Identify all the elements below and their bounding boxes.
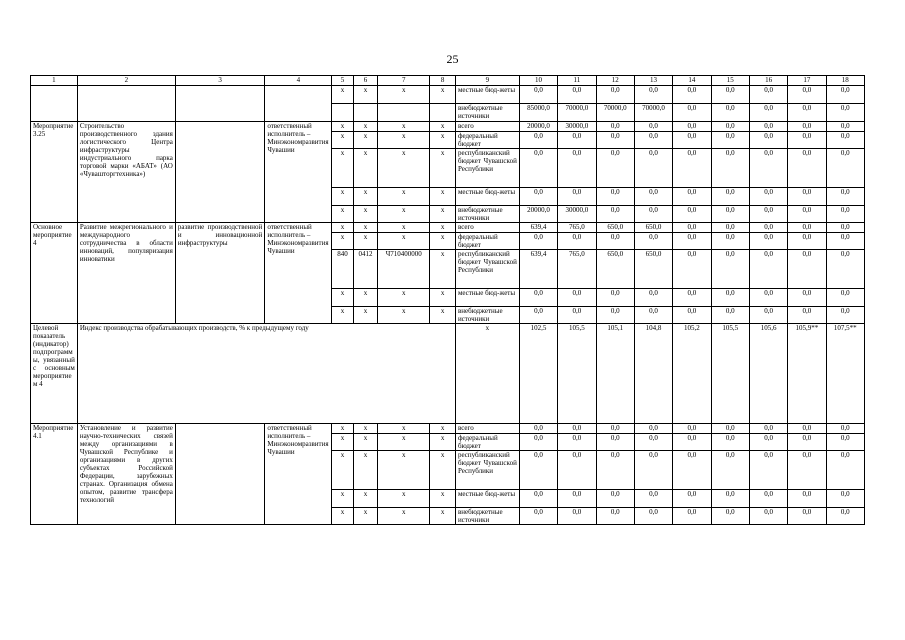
value-cell: 70000,0 [634, 104, 672, 122]
value-cell: 0,0 [711, 490, 749, 508]
value-cell: 0,0 [634, 508, 672, 525]
value-cell: 0,0 [634, 434, 672, 451]
value-cell: 0,0 [749, 490, 787, 508]
funding-source: республиканский бюджет Чувашской Республики [455, 250, 519, 289]
column-header: 10 [519, 76, 557, 86]
responsible-executor: ответственный исполнитель – Минэкономразвития Чувашии [265, 223, 332, 324]
value-cell: 0,0 [788, 508, 826, 525]
page-number: 25 [446, 52, 459, 66]
value-cell: 0,0 [711, 104, 749, 122]
value-cell: 0,0 [558, 490, 596, 508]
budget-code-rzpr: х [353, 188, 377, 206]
funding-source: внебюджетные источники [455, 307, 519, 324]
activity-label: Основное мероприятие 4 [31, 223, 78, 324]
value-cell: 0,0 [673, 451, 711, 490]
value-cell: 0,0 [558, 508, 596, 525]
budget-code-vr [430, 104, 456, 122]
value-cell: 0,0 [788, 86, 826, 104]
value-cell: 0,0 [711, 434, 749, 451]
funding-source: внебюджетные источники [455, 104, 519, 122]
budget-code-grbs: х [332, 434, 353, 451]
budget-code-csr: х [378, 434, 430, 451]
value-cell: 0,0 [749, 508, 787, 525]
activity-name [77, 86, 175, 122]
budget-code-grbs: х [332, 233, 353, 250]
value-cell: 765,0 [558, 223, 596, 233]
value-cell: 0,0 [596, 434, 634, 451]
value-cell: 0,0 [826, 223, 864, 233]
value-cell: 0,0 [749, 451, 787, 490]
budget-code-vr: х [430, 490, 456, 508]
activity-name: Установление и развитие научно-технических связей между организациями в Чувашской Республике и организациями в других субъектах Российской Федерации, зарубежных странах. Организация обмена опытом, развитие трансфера технологий [77, 424, 175, 525]
value-cell: 0,0 [673, 434, 711, 451]
column-header: 1 [31, 76, 78, 86]
value-cell: 0,0 [596, 149, 634, 188]
budget-code-grbs: х [332, 307, 353, 324]
budget-code-rzpr: х [353, 149, 377, 188]
value-cell: 0,0 [519, 508, 557, 525]
table-row [31, 424, 865, 434]
value-cell: 650,0 [634, 250, 672, 289]
budget-code-vr: х [430, 206, 456, 223]
column-header: 2 [77, 76, 175, 86]
budget-code-csr: х [378, 122, 430, 132]
funding-source: федеральный бюджет [455, 434, 519, 451]
value-cell: 0,0 [558, 307, 596, 324]
value-cell: 0,0 [673, 424, 711, 434]
value-cell: 0,0 [711, 223, 749, 233]
funding-source: федеральный бюджет [455, 132, 519, 149]
value-cell: 0,0 [634, 149, 672, 188]
indicator-value: 105,5 [558, 324, 596, 424]
indicator-value: 105,9** [788, 324, 826, 424]
value-cell: 0,0 [673, 508, 711, 525]
responsible-executor: ответственный исполнитель – Минэкономразвития Чувашии [265, 122, 332, 223]
value-cell: 0,0 [749, 307, 787, 324]
budget-code-csr: х [378, 490, 430, 508]
value-cell: 0,0 [826, 289, 864, 307]
value-cell: 0,0 [673, 104, 711, 122]
value-cell: 0,0 [711, 188, 749, 206]
value-cell: 0,0 [711, 233, 749, 250]
value-cell: 0,0 [826, 307, 864, 324]
budget-code-rzpr: х [353, 122, 377, 132]
funding-source: местные бюд-жеты [455, 188, 519, 206]
indicator-value: 107,5** [826, 324, 864, 424]
indicator-value: 105,6 [749, 324, 787, 424]
funding-source: местные бюд-жеты [455, 86, 519, 104]
activity-goal [175, 424, 264, 525]
activity-name: Строительство производственного здания логистического Центра инфраструктуры индустриального парка торговой марки «АБАТ» (АО «Чувашторгтехника») [77, 122, 175, 223]
value-cell: 0,0 [749, 149, 787, 188]
value-cell: 0,0 [596, 451, 634, 490]
value-cell: 0,0 [711, 86, 749, 104]
value-cell: 0,0 [711, 122, 749, 132]
indicator-value: 102,5 [519, 324, 557, 424]
value-cell: 0,0 [826, 206, 864, 223]
budget-code-grbs: х [332, 188, 353, 206]
value-cell: 0,0 [634, 86, 672, 104]
value-cell: 0,0 [826, 233, 864, 250]
value-cell: 85000,0 [519, 104, 557, 122]
value-cell: 0,0 [711, 132, 749, 149]
value-cell: 0,0 [711, 307, 749, 324]
value-cell: 0,0 [596, 233, 634, 250]
value-cell: 0,0 [634, 451, 672, 490]
value-cell: 0,0 [749, 86, 787, 104]
budget-code-grbs: х [332, 508, 353, 525]
value-cell: 0,0 [826, 149, 864, 188]
value-cell: 0,0 [673, 490, 711, 508]
budget-code-vr: х [430, 289, 456, 307]
value-cell: 0,0 [673, 307, 711, 324]
funding-source: республиканский бюджет Чувашской Республики [455, 451, 519, 490]
value-cell: 0,0 [634, 490, 672, 508]
value-cell: 0,0 [558, 188, 596, 206]
indicator-value: 105,2 [673, 324, 711, 424]
value-cell: 20000,0 [519, 122, 557, 132]
budget-code-rzpr: х [353, 451, 377, 490]
budget-code-grbs: х [332, 451, 353, 490]
value-cell: 0,0 [673, 149, 711, 188]
activity-goal [175, 122, 264, 223]
value-cell: 0,0 [711, 250, 749, 289]
value-cell: 0,0 [788, 289, 826, 307]
value-cell: 0,0 [788, 233, 826, 250]
value-cell: 0,0 [711, 451, 749, 490]
column-header: 15 [711, 76, 749, 86]
value-cell: 0,0 [826, 122, 864, 132]
value-cell: 0,0 [711, 289, 749, 307]
value-cell: 0,0 [788, 451, 826, 490]
value-cell: 0,0 [788, 250, 826, 289]
column-header: 8 [430, 76, 456, 86]
activity-goal: развитие производственной и инновационной инфраструктуры [175, 223, 264, 324]
value-cell: 0,0 [558, 149, 596, 188]
value-cell: 0,0 [634, 289, 672, 307]
budget-code-rzpr: х [353, 490, 377, 508]
value-cell: 0,0 [519, 451, 557, 490]
funding-source: внебюджетные источники [455, 508, 519, 525]
value-cell: 0,0 [634, 122, 672, 132]
budget-code-vr: х [430, 233, 456, 250]
value-cell: 30000,0 [558, 206, 596, 223]
value-cell: 0,0 [558, 233, 596, 250]
budget-code-vr: х [430, 250, 456, 289]
budget-code-grbs: х [332, 122, 353, 132]
funding-source: всего [455, 122, 519, 132]
budget-code-grbs [332, 104, 353, 122]
budget-code-rzpr: х [353, 289, 377, 307]
budget-code-vr: х [430, 451, 456, 490]
value-cell: 0,0 [634, 188, 672, 206]
budget-code-csr: х [378, 289, 430, 307]
funding-source: местные бюд-жеты [455, 490, 519, 508]
column-header: 6 [353, 76, 377, 86]
value-cell: 0,0 [519, 490, 557, 508]
budget-code-grbs: х [332, 206, 353, 223]
budget-code-csr: х [378, 307, 430, 324]
value-cell: 0,0 [634, 424, 672, 434]
column-header: 11 [558, 76, 596, 86]
value-cell: 0,0 [711, 508, 749, 525]
column-header: 14 [673, 76, 711, 86]
header-row [31, 76, 865, 86]
funding-source: всего [455, 223, 519, 233]
activity-label: Мероприятие 4.1 [31, 424, 78, 525]
value-cell: 639,4 [519, 250, 557, 289]
budget-code-rzpr: 0412 [353, 250, 377, 289]
value-cell: 0,0 [673, 122, 711, 132]
value-cell: 0,0 [596, 508, 634, 525]
value-cell: 0,0 [596, 490, 634, 508]
budget-table [30, 75, 865, 525]
value-cell: 0,0 [749, 122, 787, 132]
value-cell: 0,0 [634, 233, 672, 250]
value-cell: 639,4 [519, 223, 557, 233]
budget-code-grbs: х [332, 490, 353, 508]
budget-code-rzpr: х [353, 434, 377, 451]
budget-code-grbs: х [332, 223, 353, 233]
target-indicator-row [31, 324, 865, 424]
value-cell: 0,0 [673, 188, 711, 206]
column-header: 7 [378, 76, 430, 86]
budget-code-grbs: х [332, 149, 353, 188]
value-cell: 0,0 [519, 434, 557, 451]
value-cell: 0,0 [826, 508, 864, 525]
value-cell: 0,0 [596, 132, 634, 149]
budget-code-vr: х [430, 424, 456, 434]
value-cell: 0,0 [558, 86, 596, 104]
funding-source: местные бюд-жеты [455, 289, 519, 307]
value-cell: 765,0 [558, 250, 596, 289]
value-cell: 0,0 [673, 223, 711, 233]
value-cell: 0,0 [596, 188, 634, 206]
budget-code-csr: х [378, 86, 430, 104]
value-cell: 0,0 [519, 233, 557, 250]
value-cell: 0,0 [634, 206, 672, 223]
value-cell: 650,0 [596, 223, 634, 233]
value-cell: 0,0 [826, 434, 864, 451]
value-cell: 0,0 [749, 104, 787, 122]
value-cell: 0,0 [788, 122, 826, 132]
value-cell: 0,0 [749, 424, 787, 434]
value-cell: 0,0 [673, 86, 711, 104]
value-cell: 0,0 [788, 307, 826, 324]
budget-code-grbs: х [332, 86, 353, 104]
value-cell: 0,0 [596, 424, 634, 434]
column-header: 12 [596, 76, 634, 86]
budget-code-vr: х [430, 307, 456, 324]
value-cell: 0,0 [673, 250, 711, 289]
value-cell: 0,0 [558, 434, 596, 451]
responsible-executor [265, 86, 332, 122]
budget-code-csr: х [378, 451, 430, 490]
value-cell: 0,0 [749, 250, 787, 289]
indicator-label: Целевой показатель (индикатор) подпрограммы, увязанный с основным мероприятием 4 [31, 324, 78, 424]
budget-code-vr: х [430, 86, 456, 104]
budget-code-csr: х [378, 132, 430, 149]
budget-code-vr: х [430, 508, 456, 525]
budget-code-csr: х [378, 223, 430, 233]
value-cell: 0,0 [634, 132, 672, 149]
value-cell: 20000,0 [519, 206, 557, 223]
value-cell: 0,0 [826, 132, 864, 149]
activity-name: Развитие межрегионального и международного сотрудничества в области инноваций, популяризация инноватики [77, 223, 175, 324]
value-cell: 0,0 [788, 132, 826, 149]
indicator-source: х [455, 324, 519, 424]
column-header: 13 [634, 76, 672, 86]
column-header: 16 [749, 76, 787, 86]
activity-goal [175, 86, 264, 122]
budget-code-rzpr: х [353, 307, 377, 324]
budget-code-csr: х [378, 188, 430, 206]
value-cell: 0,0 [788, 188, 826, 206]
value-cell: 0,0 [596, 122, 634, 132]
budget-code-rzpr: х [353, 508, 377, 525]
value-cell: 0,0 [596, 289, 634, 307]
value-cell: 0,0 [788, 490, 826, 508]
table-row [31, 223, 865, 233]
activity-label: Мероприятие 3.25 [31, 122, 78, 223]
value-cell: 0,0 [826, 250, 864, 289]
responsible-executor: ответственный исполнитель – Минэкономразвития Чувашии [265, 424, 332, 525]
funding-source: всего [455, 424, 519, 434]
value-cell: 0,0 [788, 149, 826, 188]
budget-code-rzpr [353, 104, 377, 122]
budget-code-rzpr: х [353, 206, 377, 223]
budget-code-vr: х [430, 132, 456, 149]
column-header: 5 [332, 76, 353, 86]
budget-code-csr: х [378, 149, 430, 188]
funding-source: внебюджетные источники [455, 206, 519, 223]
value-cell: 0,0 [749, 188, 787, 206]
column-header: 3 [175, 76, 264, 86]
value-cell: 0,0 [711, 149, 749, 188]
budget-code-grbs: 840 [332, 250, 353, 289]
value-cell: 0,0 [788, 434, 826, 451]
budget-code-vr: х [430, 149, 456, 188]
value-cell: 70000,0 [558, 104, 596, 122]
value-cell: 0,0 [596, 86, 634, 104]
value-cell: 0,0 [749, 223, 787, 233]
value-cell: 0,0 [826, 188, 864, 206]
value-cell: 650,0 [596, 250, 634, 289]
budget-code-rzpr: х [353, 86, 377, 104]
value-cell: 0,0 [788, 424, 826, 434]
budget-code-csr: Ч710400000 [378, 250, 430, 289]
value-cell: 0,0 [826, 451, 864, 490]
value-cell: 0,0 [634, 307, 672, 324]
value-cell: 0,0 [749, 233, 787, 250]
column-header: 17 [788, 76, 826, 86]
column-header: 9 [455, 76, 519, 86]
budget-code-grbs: х [332, 289, 353, 307]
value-cell: 0,0 [749, 132, 787, 149]
value-cell: 0,0 [519, 86, 557, 104]
indicator-value: 105,1 [596, 324, 634, 424]
budget-code-vr: х [430, 188, 456, 206]
value-cell: 0,0 [519, 424, 557, 434]
budget-code-csr: х [378, 508, 430, 525]
budget-code-csr: х [378, 424, 430, 434]
value-cell: 0,0 [558, 289, 596, 307]
value-cell: 0,0 [711, 206, 749, 223]
value-cell: 0,0 [826, 86, 864, 104]
budget-code-rzpr: х [353, 132, 377, 149]
budget-code-grbs: х [332, 424, 353, 434]
value-cell: 0,0 [673, 206, 711, 223]
column-header: 4 [265, 76, 332, 86]
budget-code-csr: х [378, 233, 430, 250]
value-cell: 0,0 [826, 490, 864, 508]
value-cell: 0,0 [788, 104, 826, 122]
indicator-value: 105,5 [711, 324, 749, 424]
indicator-text: Индекс производства обрабатывающих производств, % к предыдущему году [77, 324, 455, 424]
funding-source: республиканский бюджет Чувашской Республики [455, 149, 519, 188]
budget-code-csr [378, 104, 430, 122]
budget-code-vr: х [430, 223, 456, 233]
value-cell: 0,0 [519, 132, 557, 149]
value-cell: 0,0 [558, 451, 596, 490]
budget-code-csr: х [378, 206, 430, 223]
value-cell: 0,0 [711, 424, 749, 434]
value-cell: 0,0 [749, 434, 787, 451]
value-cell: 0,0 [749, 289, 787, 307]
value-cell: 650,0 [634, 223, 672, 233]
value-cell: 0,0 [788, 206, 826, 223]
value-cell: 0,0 [558, 132, 596, 149]
budget-code-vr: х [430, 122, 456, 132]
value-cell: 70000,0 [596, 104, 634, 122]
activity-label [31, 86, 78, 122]
funding-source: федеральный бюджет [455, 233, 519, 250]
value-cell: 0,0 [596, 307, 634, 324]
value-cell: 0,0 [519, 188, 557, 206]
value-cell: 0,0 [749, 206, 787, 223]
value-cell: 30000,0 [558, 122, 596, 132]
value-cell: 0,0 [519, 289, 557, 307]
table-row [31, 122, 865, 132]
budget-code-vr: х [430, 434, 456, 451]
value-cell: 0,0 [673, 233, 711, 250]
value-cell: 0,0 [826, 424, 864, 434]
budget-code-rzpr: х [353, 233, 377, 250]
budget-code-grbs: х [332, 132, 353, 149]
indicator-value: 104,8 [634, 324, 672, 424]
value-cell: 0,0 [519, 149, 557, 188]
column-header: 18 [826, 76, 864, 86]
value-cell: 0,0 [788, 223, 826, 233]
value-cell: 0,0 [826, 104, 864, 122]
value-cell: 0,0 [673, 132, 711, 149]
value-cell: 0,0 [596, 206, 634, 223]
table-row [31, 86, 865, 104]
budget-code-rzpr: х [353, 223, 377, 233]
budget-code-rzpr: х [353, 424, 377, 434]
value-cell: 0,0 [673, 289, 711, 307]
value-cell: 0,0 [558, 424, 596, 434]
value-cell: 0,0 [519, 307, 557, 324]
